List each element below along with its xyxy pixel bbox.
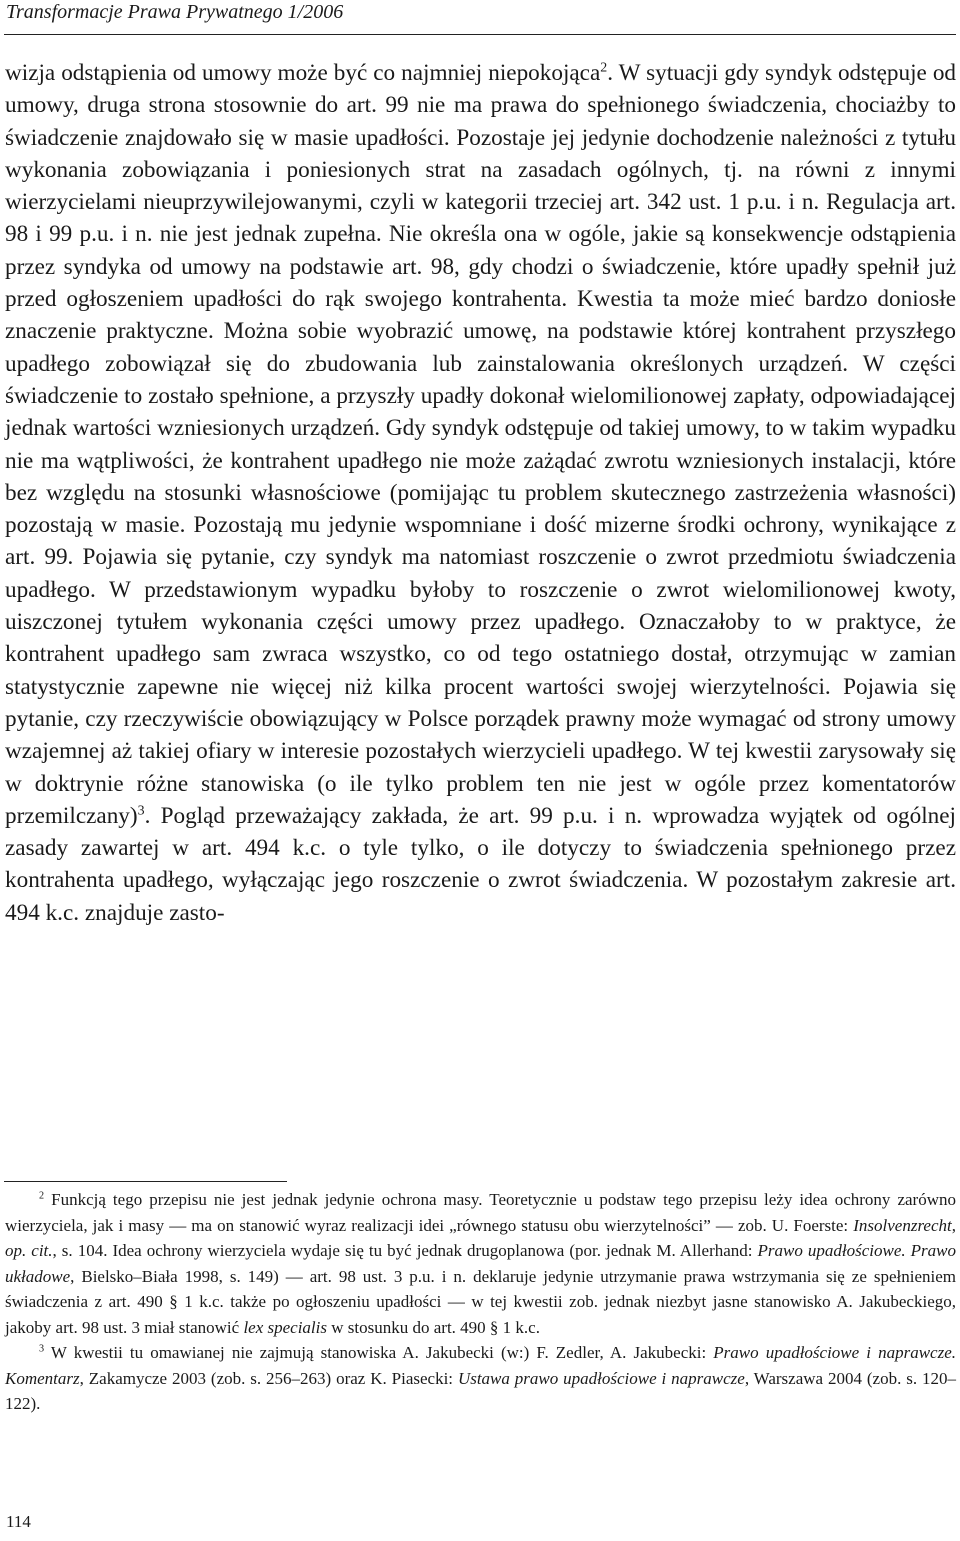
footnote-text: W kwestii tu omawianej nie zajmują stanowiska A. Jakubecki (w:) F. Zedler, A. Jakubecki: xyxy=(44,1343,714,1362)
footnote-italic-title: Insolvenzrecht xyxy=(853,1215,952,1235)
footnote-2 xyxy=(5,1187,956,1340)
footnote-3 xyxy=(5,1340,956,1417)
footnote-italic-title: Prawo upadłościowe. Prawo układowe xyxy=(5,1241,957,1286)
footnote-text: , s. 104. Idea ochrony wierzyciela wydaje się tu być jednak drugoplanowa (por. jednak M. Allerhand: xyxy=(52,1241,758,1260)
body-paragraph xyxy=(5,57,956,929)
footnote-text: , Bielsko–Biała 1998, s. 149) — art. 98 ust. 3 p.u. i n. deklaruje jedynie utrzymanie prawa wstrzymania się ze spełnieniem świadczenia z art. 490 § 1 k.c. także po ogłoszeniu upadłości — w tej kwestii zob. jednak niezbyt jasne stanowisko A. Jakubeckiego, jakoby art. 98 ust. 3 miał stanowić xyxy=(5,1266,956,1337)
footnote-text: Funkcją tego przepisu nie jest jednak jedynie ochrona masy. Teoretycznie u podstaw tego przepisu leży idea ochrony zarówno wierzyciela, jak i masy — ma on stanowić wyraz realizacji idei „równego statusu obu wierzytelności” — zob. U. Foerste: xyxy=(5,1190,956,1235)
footnote-italic-title: op. cit. xyxy=(5,1241,53,1260)
footnote-italic-title: Prawo upadłościowe i naprawcze. Komentarz xyxy=(5,1343,956,1388)
footnote-italic-title: Ustawa prawo upadłościowe i naprawcze xyxy=(457,1368,745,1388)
footnote-text: , Warszawa 2004 (zob. s. 120–122). xyxy=(5,1368,957,1413)
footnote-text: w stosunku do art. 490 § 1 k.c. xyxy=(327,1317,540,1337)
footnote-number: 2 xyxy=(39,1190,45,1202)
footnote-ref-3[interactable]: 3 xyxy=(137,803,145,819)
running-header: Transformacje Prawa Prywatnego 1/2006 xyxy=(6,1,344,23)
footnote-rule xyxy=(4,1181,287,1182)
body-text-part-1: wizja odstąpienia od umowy może być co najmniej niepokojąca xyxy=(5,60,601,86)
page-number: 114 xyxy=(6,1512,31,1531)
footnote-italic-title: lex specialis xyxy=(243,1317,327,1337)
header-rule xyxy=(4,34,956,35)
body-text-part-3: . Pogląd przeważający zakłada, że art. 99 p.u. i n. wprowadza wyjątek od ogólnej zasady zawartej w art. 494 k.c. o tyle tylko, o ile dotyczy to świadczenia spełnionego przez kontrahenta upadłego, wyłączając jego roszczenie o zwrot świadczenia. W pozostałym zakresie art. 494 k.c. znajduje zasto- xyxy=(5,802,956,926)
footnote-text: , Zakamycze 2003 (zob. s. 256–263) oraz K. Piasecki: xyxy=(79,1368,458,1388)
footnote-number: 3 xyxy=(39,1343,45,1355)
footnote-ref-2[interactable]: 2 xyxy=(600,60,608,76)
footnote-text: , xyxy=(951,1215,956,1235)
footnotes-section xyxy=(5,1187,956,1417)
body-text-part-2: . W sytuacji gdy syndyk odstępuje od umowy, druga strona stosownie do art. 99 nie ma prawa do spełnionego świadczenia, chociażby to świadczenie znajdowało się w masie upadłości. Pozostaje jej jedynie dochodzenie należności z tytułu wykonania zobowiązania i poniesionych strat na zasadach ogólnych, tj. na równi z innymi wierzycielami nieuprzywilejowanymi, czyli w kategorii trzeciej art. 342 ust. 1 p.u. i n. Regulacja art. 98 i 99 p.u. i n. nie jest jednak zupełna. Nie określa ona w ogóle, jakie są konsekwencje odstąpienia przez syndyka od umowy na podstawie art. 98, gdy chodzi o świadczenie, które upadły spełnił już przed ogłoszeniem upadłości do rąk swojego kontrahenta. Kwestia ta może mieć bardzo doniosłe znaczenie praktyczne. Można sobie wyobrazić umowę, na podstawie której kontrahent przyszłego upadłego zobowiązał się do zbudowania lub zainstalowania określonych urządzeń. W części świadczenie to zostało spełnione, a przyszły upadły dokonał wielomilionowej zapłaty, odpowiadającej jednak wartości wzniesionych urządzeń. Gdy syndyk odstępuje od takiej umowy, to w takim wypadku nie ma wątpliwości, że kontrahent upadłego nie może zażądać zwrotu wzniesionych instalacji, które bez względu na stosunki własnościowe (pomijając tu problem skutecznego zastrzeżenia własności) pozostają w masie. Pozostają mu jedynie wspomniane i dość mizerne środki ochrony, wynikające z art. 99. Pojawia się pytanie, czy syndyk ma natomiast roszczenie o zwrot przedmiotu świadczenia upadłego. W przedstawionym wypadku byłoby to roszczenie o zwrot wielomilionowej kwoty, uiszczonej tytułem wykonania części umowy przez upadłego. Oznaczałoby to w praktyce, że kontrahent upadłego sam zwraca wszystko, co od tego ostatniego dostał, otrzymując w zamian statystycznie zapewne nie więcej niż kilka procent wartości swojej wierzytelności. Pojawia się pytanie, czy rzeczywiście obowiązujący w Polsce porządek prawny może wymagać od strony umowy wzajemnej aż takiej ofiary w interesie pozostałych wierzycieli upadłego. W tej kwestii zarysowały się w doktrynie różne stanowiska (o ile tylko problem ten nie jest w ogóle przez komentatorów przemilczany) xyxy=(5,60,957,829)
